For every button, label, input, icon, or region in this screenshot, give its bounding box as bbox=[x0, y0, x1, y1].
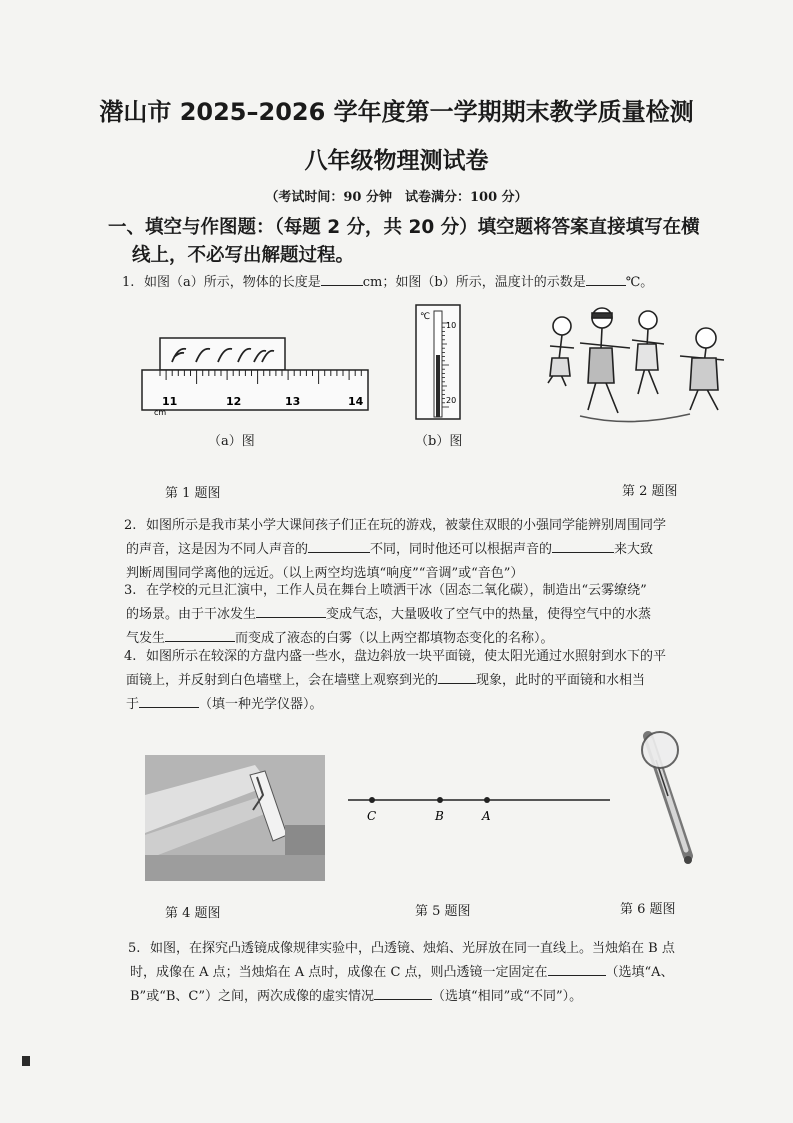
question-text: cm；如图（b）所示，温度计的示数是 bbox=[362, 275, 586, 290]
question-line bbox=[126, 538, 746, 562]
question-line bbox=[126, 669, 746, 693]
point-c-label: C bbox=[367, 809, 377, 823]
question-2 bbox=[124, 514, 746, 586]
exam-title: 潜山市 2025–2026 学年度第一学期期末教学质量检测 bbox=[99, 98, 694, 126]
question-line: 如图所示在较深的方盘内盛一些水，盘边斜放一块平面镜，使太阳光通过水照射到水下的平 bbox=[146, 649, 667, 664]
question-line: 如图，在探究凸透镜成像规律实验中，凸透镜、烛焰、光屏放在同一直线上。当烛焰在 B 点 bbox=[150, 941, 675, 956]
q2-caption: 第 2 题图 bbox=[622, 484, 678, 499]
thermometer-liquid bbox=[436, 355, 440, 417]
thermometer-unit: ℃ bbox=[420, 312, 431, 322]
question-1 bbox=[122, 271, 764, 295]
thermometer-lens-photo bbox=[628, 726, 708, 866]
question-text: （选填“A、 bbox=[605, 965, 674, 980]
question-text: 于 bbox=[126, 697, 140, 712]
answer-blank[interactable] bbox=[165, 627, 235, 642]
question-number: 1. bbox=[122, 275, 135, 290]
question-text: 而变成了液态的白雾（以上两空都填物态变化的名称）。 bbox=[235, 631, 554, 646]
question-5 bbox=[128, 937, 750, 1009]
question-text: 变成气态，大量吸收了空气中的热量，使得空气中的水蒸 bbox=[326, 607, 652, 622]
question-text: 现象，此时的平面镜和水相当 bbox=[476, 673, 646, 688]
section-1-heading-line1: 一、填空与作图题：（每题 2 分，共 20 分）填空题将答案直接填写在横 bbox=[108, 217, 700, 238]
section-1-heading bbox=[108, 214, 768, 270]
ruler-tick-label: 11 bbox=[162, 395, 178, 408]
section-1-heading-line2: 线上，不必写出解题过程。 bbox=[132, 245, 355, 266]
question-line: 判断周围同学离他的远近。（以上两空均选填“响度”“音调”或“音色”） bbox=[126, 566, 524, 581]
answer-blank[interactable] bbox=[308, 538, 370, 553]
question-text: 来大致 bbox=[614, 542, 654, 557]
thermometer-label: 20 bbox=[446, 396, 457, 405]
answer-blank[interactable] bbox=[321, 271, 363, 286]
question-number: 5. bbox=[128, 941, 141, 956]
question-number: 3. bbox=[124, 583, 137, 598]
question-line bbox=[126, 693, 746, 717]
question-text: 不同，同时他还可以根据声音的 bbox=[370, 542, 553, 557]
scan-mark bbox=[22, 1056, 30, 1066]
point-b-dot bbox=[437, 797, 443, 803]
fig-a-caption: （a）图 bbox=[208, 434, 255, 449]
answer-blank[interactable] bbox=[374, 985, 432, 1000]
point-a-label: A bbox=[482, 809, 491, 823]
question-text: 的声音，这是因为不同人声音的 bbox=[126, 542, 309, 557]
ruler-tick-label: 13 bbox=[285, 395, 301, 408]
question-number: 4. bbox=[124, 649, 137, 664]
point-c-dot bbox=[369, 797, 375, 803]
question-text: 气发生 bbox=[126, 631, 166, 646]
question-number: 2. bbox=[124, 518, 137, 533]
question-text: 面镜上，并反射到白色墙壁上，会在墙壁上观察到光的 bbox=[126, 673, 439, 688]
fig-b-caption: （b）图 bbox=[415, 434, 463, 449]
question-text: 时，成像在 A 点；当烛焰在 A 点时，成像在 C 点，则凸透镜一定固定在 bbox=[130, 965, 548, 980]
q1-caption: 第 1 题图 bbox=[165, 486, 221, 501]
optical-bench-figure bbox=[345, 790, 613, 830]
q6-caption: 第 6 题图 bbox=[620, 902, 676, 917]
answer-blank[interactable] bbox=[548, 961, 606, 976]
exam-info: （考试时间：90 分钟 试卷满分：100 分） bbox=[265, 190, 528, 205]
answer-blank[interactable] bbox=[256, 603, 326, 618]
question-text: 的场景。由于干冰发生 bbox=[126, 607, 257, 622]
question-text: （填一种光学仪器）。 bbox=[199, 697, 323, 712]
mirror-water-photo bbox=[145, 755, 325, 881]
answer-blank[interactable] bbox=[139, 693, 199, 708]
question-line bbox=[130, 961, 750, 985]
ruler-figure bbox=[140, 335, 370, 420]
question-line: 如图所示是我市某小学大课间孩子们正在玩的游戏，被蒙住双眼的小强同学能辨别周围同学 bbox=[146, 518, 667, 533]
question-4 bbox=[124, 645, 746, 717]
answer-blank[interactable] bbox=[438, 669, 476, 684]
question-3 bbox=[124, 579, 746, 651]
ruler-tick-label: 14 bbox=[348, 395, 364, 408]
question-text: （选填“相同”或“不同”）。 bbox=[432, 989, 583, 1004]
q4-caption: 第 4 题图 bbox=[165, 906, 221, 921]
question-line: 在学校的元旦汇演中，工作人员在舞台上喷洒干冰（固态二氧化碳），制造出“云雾缭绕” bbox=[146, 583, 647, 598]
exam-subtitle: 八年级物理测试卷 bbox=[304, 148, 489, 174]
ruler-tick-label: 12 bbox=[226, 395, 242, 408]
thermometer-label: 10 bbox=[446, 321, 457, 330]
point-a-dot bbox=[484, 797, 490, 803]
question-text: B”或“B、C”）之间，两次成像的虚实情况 bbox=[130, 989, 374, 1004]
question-line bbox=[126, 603, 746, 627]
question-line bbox=[130, 985, 750, 1009]
q5-caption: 第 5 题图 bbox=[415, 904, 471, 919]
answer-blank[interactable] bbox=[552, 538, 614, 553]
question-text: 如图（a）所示，物体的长度是 bbox=[144, 275, 321, 290]
thermometer-figure bbox=[413, 303, 463, 421]
answer-blank[interactable] bbox=[586, 271, 626, 286]
question-text: ℃。 bbox=[625, 275, 654, 290]
children-game-illustration bbox=[540, 298, 730, 430]
point-b-label: B bbox=[435, 809, 444, 823]
ruler-unit: cm bbox=[154, 408, 167, 417]
